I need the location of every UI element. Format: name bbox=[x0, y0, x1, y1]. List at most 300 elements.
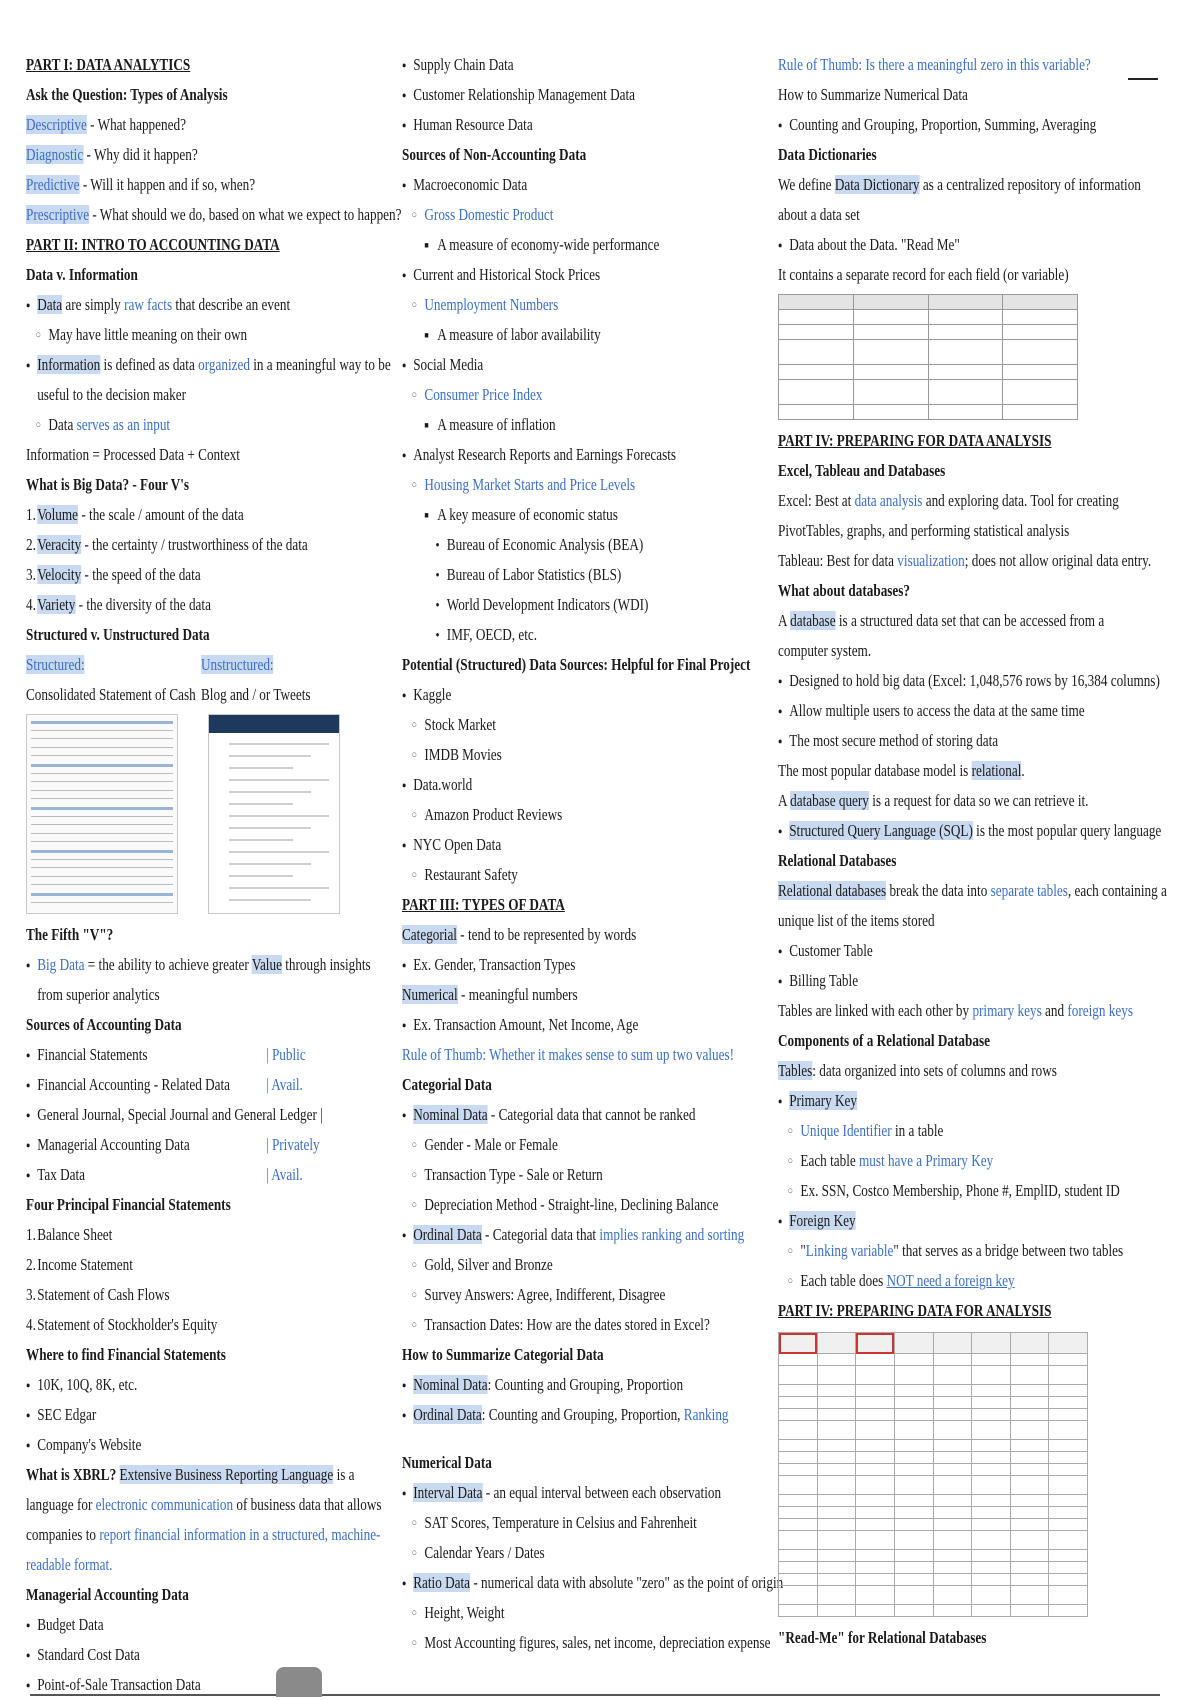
text-run: Excel: Best at bbox=[778, 491, 855, 510]
column-right bbox=[778, 50, 1167, 1653]
note-line bbox=[402, 1400, 773, 1430]
text-run: , each containing a bbox=[1067, 881, 1167, 900]
text-run: Bureau of Economic Analysis (BEA) bbox=[446, 535, 644, 554]
note-line bbox=[778, 546, 1152, 576]
text-run: Managerial Accounting Data bbox=[26, 1585, 189, 1604]
section-heading bbox=[778, 456, 1140, 486]
text-run: useful to the decision maker bbox=[37, 385, 187, 404]
text-run: Each table does bbox=[800, 1271, 887, 1290]
text-run: General Journal, Special Journal and General Ledger | bbox=[37, 1105, 323, 1124]
text-run: Consumer Price Index bbox=[424, 385, 543, 404]
list-number: 4. bbox=[26, 1315, 36, 1334]
text-run: Macroeconomic Data bbox=[413, 175, 528, 194]
text-run: A measure of inflation bbox=[437, 415, 556, 434]
list-number: 3. bbox=[26, 565, 36, 584]
text-run: A bbox=[778, 611, 791, 630]
note-line bbox=[402, 980, 762, 1010]
text-run: Statement of Stockholder's Equity bbox=[37, 1315, 218, 1334]
note-line bbox=[778, 966, 1151, 996]
text-run: is a structured data set that can be accessed from a bbox=[835, 611, 1105, 630]
note-line bbox=[26, 1640, 387, 1670]
note-line bbox=[778, 110, 1151, 140]
text-run: Data bbox=[48, 415, 77, 434]
text-run: Ratio Data bbox=[413, 1573, 471, 1592]
note-line bbox=[402, 1628, 784, 1658]
text-run: Most Accounting figures, sales, net income, depreciation expense bbox=[424, 1633, 771, 1652]
text-run: A key measure of economic status bbox=[437, 505, 618, 524]
text-run: relational bbox=[971, 761, 1022, 780]
text-run: is a request for data so we can retrieve it. bbox=[868, 791, 1089, 810]
note-line bbox=[402, 1100, 773, 1130]
section-heading bbox=[402, 1340, 762, 1370]
text-run: Sources of Accounting Data bbox=[26, 1015, 182, 1034]
section-heading bbox=[778, 1623, 1140, 1653]
text-run: electronic communication bbox=[95, 1495, 234, 1514]
text-run: must have a Primary Key bbox=[859, 1151, 994, 1170]
text-run: Potential (Structured) Data Sources: Helpful for Final Project bbox=[402, 655, 751, 674]
text-run: "Read-Me" for Relational Databases bbox=[778, 1628, 987, 1647]
text-run: about a data set bbox=[778, 205, 860, 224]
text-run: Survey Answers: Agree, Indifferent, Disagree bbox=[424, 1285, 666, 1304]
note-line bbox=[778, 1146, 1162, 1176]
note-line bbox=[778, 606, 1140, 636]
text-run: and exploring data. Tool for creating bbox=[922, 491, 1119, 510]
text-run: Income Statement bbox=[37, 1255, 133, 1274]
text-run: Consolidated Statement of Cash bbox=[26, 685, 196, 704]
text-run: - Categorial data that cannot be ranked bbox=[487, 1105, 696, 1124]
note-line bbox=[778, 936, 1151, 966]
note-line bbox=[402, 110, 773, 140]
text-run: Human Resource Data bbox=[413, 115, 533, 134]
data-dictionary-table-image bbox=[778, 294, 1078, 420]
text-run: unique list of the items stored bbox=[778, 911, 935, 930]
section-heading bbox=[778, 1296, 1140, 1326]
text-run: Supply Chain Data bbox=[413, 55, 514, 74]
text-run: Structured: bbox=[26, 655, 85, 674]
text-run: serves as an input bbox=[76, 415, 171, 434]
note-line bbox=[26, 290, 387, 320]
note-line bbox=[402, 380, 784, 410]
cash-flow-statement-image bbox=[26, 714, 178, 914]
text-run: data analysis bbox=[854, 491, 923, 510]
text-run: Ordinal Data bbox=[413, 1405, 482, 1424]
availability-tag: | Avail. bbox=[266, 1165, 303, 1184]
note-line bbox=[402, 260, 773, 290]
text-run: Diagnostic bbox=[26, 145, 84, 164]
note-line bbox=[402, 1568, 784, 1598]
section-heading bbox=[26, 1190, 376, 1220]
note-line bbox=[402, 230, 797, 260]
note-line bbox=[778, 516, 1140, 546]
text-run: Unemployment Numbers bbox=[424, 295, 559, 314]
text-run: Variety bbox=[37, 595, 76, 614]
text-run: - numerical data with absolute "zero" as the point of origin bbox=[470, 1573, 784, 1592]
note-line bbox=[778, 1086, 1151, 1116]
text-run: " that serves as a bridge between two tables bbox=[893, 1241, 1124, 1260]
text-run: Four Principal Financial Statements bbox=[26, 1195, 231, 1214]
text-run: Data v. Information bbox=[26, 265, 138, 284]
text-run: Prescriptive bbox=[26, 205, 90, 224]
list-number: 1. bbox=[26, 1225, 36, 1244]
text-run: database query bbox=[790, 791, 869, 810]
note-line bbox=[778, 260, 1140, 290]
section-heading bbox=[402, 890, 762, 920]
note-line bbox=[402, 1310, 784, 1340]
note-line bbox=[778, 50, 1140, 80]
text-run: in a meaningful way to be bbox=[249, 355, 391, 374]
note-line bbox=[402, 680, 773, 710]
column-cell bbox=[201, 650, 376, 680]
note-line bbox=[402, 830, 773, 860]
text-run: PART III: TYPES OF DATA bbox=[402, 895, 565, 914]
text-run: separate tables bbox=[990, 881, 1068, 900]
top-right-dash bbox=[1128, 78, 1158, 80]
text-run: - What should we do, based on what we expect to happen? bbox=[89, 205, 402, 224]
text-run: Big Data bbox=[37, 955, 85, 974]
note-line bbox=[778, 1176, 1162, 1206]
text-run: Extensive Business Reporting Language bbox=[119, 1465, 334, 1484]
note-line bbox=[26, 530, 387, 560]
text-run: How to Summarize Numerical Data bbox=[778, 85, 968, 104]
section-heading bbox=[778, 426, 1140, 456]
text-run: Components of a Relational Database bbox=[778, 1031, 990, 1050]
text-run: - the certainty / trustworthiness of the data bbox=[81, 535, 308, 554]
text-run: Data Dictionary bbox=[834, 175, 920, 194]
text-run: report financial information in a structured, machine- bbox=[99, 1525, 381, 1544]
text-run: Categorial bbox=[402, 925, 457, 944]
note-line bbox=[402, 950, 773, 980]
text-run: : data organized into sets of columns and rows bbox=[812, 1061, 1057, 1080]
text-run: Height, Weight bbox=[424, 1603, 505, 1622]
text-run: is the most popular query language bbox=[972, 821, 1162, 840]
text-run: Predictive bbox=[26, 175, 80, 194]
text-run: Analyst Research Reports and Earnings Forecasts bbox=[413, 445, 677, 464]
text-run: Rule of Thumb: Is there a meaningful zero in this variable? bbox=[778, 55, 1091, 74]
note-line bbox=[26, 1490, 382, 1520]
note-line bbox=[402, 1220, 773, 1250]
section-heading bbox=[778, 576, 1140, 606]
note-line bbox=[778, 1056, 1140, 1086]
text-run: Ex. SSN, Costco Membership, Phone #, EmplID, student ID bbox=[800, 1181, 1120, 1200]
text-run: Housing Market Starts and Price Levels bbox=[424, 475, 636, 494]
text-run: " bbox=[800, 1241, 806, 1260]
text-run: NYC Open Data bbox=[413, 835, 502, 854]
note-line bbox=[778, 1206, 1151, 1236]
note-line bbox=[402, 1040, 762, 1070]
note-line bbox=[778, 200, 1140, 230]
text-run: Blog and / or Tweets bbox=[201, 685, 311, 704]
text-run: of business data that allows bbox=[233, 1495, 382, 1514]
note-line bbox=[26, 440, 376, 470]
column-left bbox=[26, 50, 402, 1700]
note-line bbox=[26, 380, 387, 410]
note-line bbox=[26, 1520, 381, 1550]
text-run: A measure of labor availability bbox=[437, 325, 601, 344]
text-run: Unique Identifier bbox=[800, 1121, 892, 1140]
note-line bbox=[26, 1130, 387, 1160]
text-run: Value bbox=[251, 955, 282, 974]
text-run: is a bbox=[333, 1465, 355, 1484]
note-line bbox=[402, 1538, 784, 1568]
text-run: Data Dictionaries bbox=[778, 145, 877, 164]
text-run: Structured v. Unstructured Data bbox=[26, 625, 210, 644]
text-run: as a centralized repository of information bbox=[919, 175, 1141, 194]
note-line bbox=[778, 696, 1151, 726]
note-line bbox=[26, 1280, 387, 1310]
text-run: : Counting and Grouping, Proportion bbox=[487, 1375, 684, 1394]
section-heading bbox=[26, 260, 376, 290]
note-line bbox=[778, 876, 1167, 906]
text-run: Sources of Non-Accounting Data bbox=[402, 145, 587, 164]
text-run: - What happened? bbox=[86, 115, 186, 134]
note-line bbox=[402, 50, 773, 80]
relational-readme-table-image bbox=[778, 1332, 1088, 1617]
text-run: Excel, Tableau and Databases bbox=[778, 461, 946, 480]
text-run: foreign keys bbox=[1067, 1001, 1134, 1020]
text-run: Financial Accounting - Related Data bbox=[37, 1075, 231, 1094]
text-run: Amazon Product Reviews bbox=[424, 805, 563, 824]
note-line bbox=[402, 470, 784, 500]
text-run: Customer Table bbox=[789, 941, 873, 960]
column-cell bbox=[26, 650, 201, 680]
text-run: Relational databases bbox=[778, 881, 887, 900]
note-line bbox=[402, 1190, 784, 1220]
text-run: Information bbox=[37, 355, 101, 374]
text-run: Statement of Cash Flows bbox=[37, 1285, 170, 1304]
note-line bbox=[402, 500, 797, 530]
text-run: Categorial Data bbox=[402, 1075, 492, 1094]
note-line bbox=[26, 650, 376, 680]
note-line bbox=[778, 636, 1140, 666]
section-heading bbox=[402, 650, 762, 680]
text-run: ; does not allow original data entry. bbox=[964, 551, 1152, 570]
note-line bbox=[26, 980, 387, 1010]
list-number: 3. bbox=[26, 1285, 36, 1304]
text-run: What is Big Data? - Four V's bbox=[26, 475, 190, 494]
note-line bbox=[402, 440, 773, 470]
note-line bbox=[26, 1040, 387, 1070]
text-run: Relational Databases bbox=[778, 851, 897, 870]
text-run: break the data into bbox=[886, 881, 991, 900]
text-run: PART II: INTRO TO ACCOUNTING DATA bbox=[26, 235, 280, 254]
text-run: IMF, OECD, etc. bbox=[446, 625, 538, 644]
text-run: Linking variable bbox=[805, 1241, 894, 1260]
column-cell bbox=[26, 680, 201, 710]
text-run: is defined as data bbox=[100, 355, 199, 374]
text-run: Primary Key bbox=[789, 1091, 858, 1110]
text-run: It contains a separate record for each field (or variable) bbox=[778, 265, 1069, 284]
text-run: computer system. bbox=[778, 641, 872, 660]
note-line bbox=[26, 1370, 387, 1400]
section-heading bbox=[778, 140, 1140, 170]
text-run: Budget Data bbox=[37, 1615, 104, 1634]
text-run: Nominal Data bbox=[413, 1375, 488, 1394]
text-run: Balance Sheet bbox=[37, 1225, 113, 1244]
text-run: readable format. bbox=[26, 1555, 113, 1574]
note-line bbox=[402, 1250, 784, 1280]
note-line bbox=[402, 530, 807, 560]
note-line bbox=[26, 410, 398, 440]
text-run: Bureau of Labor Statistics (BLS) bbox=[446, 565, 622, 584]
note-line bbox=[778, 1116, 1162, 1146]
text-run: IMDB Movies bbox=[424, 745, 502, 764]
note-line bbox=[26, 1550, 376, 1580]
note-line bbox=[402, 1130, 784, 1160]
note-line bbox=[26, 1220, 387, 1250]
list-number: 2. bbox=[26, 535, 36, 554]
text-run: through insights bbox=[281, 955, 371, 974]
text-run: Velocity bbox=[37, 565, 82, 584]
note-line bbox=[402, 770, 773, 800]
text-run: Nominal Data bbox=[413, 1105, 488, 1124]
note-line bbox=[26, 170, 376, 200]
text-run: Transaction Dates: How are the dates stored in Excel? bbox=[424, 1315, 710, 1334]
text-run: Tables bbox=[778, 1061, 813, 1080]
text-run: that describe an event bbox=[172, 295, 291, 314]
section-heading bbox=[26, 1340, 376, 1370]
text-run: What is XBRL? bbox=[26, 1465, 120, 1484]
note-line bbox=[402, 350, 773, 380]
note-line bbox=[402, 1370, 773, 1400]
list-number: 4. bbox=[26, 595, 36, 614]
note-line bbox=[778, 230, 1151, 260]
note-line bbox=[402, 290, 784, 320]
text-run: language for bbox=[26, 1495, 96, 1514]
note-line bbox=[26, 1250, 387, 1280]
text-run: Unstructured: bbox=[201, 655, 274, 674]
text-run: Customer Relationship Management Data bbox=[413, 85, 635, 104]
note-line bbox=[26, 590, 387, 620]
section-heading bbox=[26, 470, 376, 500]
text-run: PivotTables, graphs, and performing statistical analysis bbox=[778, 521, 1070, 540]
section-heading bbox=[26, 230, 376, 260]
note-line bbox=[402, 860, 784, 890]
note-line bbox=[26, 1100, 387, 1130]
text-run: Volume bbox=[37, 505, 79, 524]
text-run: We define bbox=[778, 175, 835, 194]
text-run: World Development Indicators (WDI) bbox=[446, 595, 649, 614]
text-run: : Counting and Grouping, Proportion, bbox=[481, 1405, 684, 1424]
note-line bbox=[402, 200, 784, 230]
section-heading bbox=[402, 140, 762, 170]
text-run: visualization bbox=[897, 551, 965, 570]
note-line bbox=[778, 816, 1162, 846]
text-run: - the diversity of the data bbox=[75, 595, 211, 614]
bottom-rule bbox=[30, 1694, 1160, 1696]
text-run: SEC Edgar bbox=[37, 1405, 97, 1424]
text-run: A bbox=[778, 791, 791, 810]
text-run: raw facts bbox=[124, 295, 173, 314]
text-run: Veracity bbox=[37, 535, 82, 554]
text-run: Interval Data bbox=[413, 1483, 483, 1502]
list-number: 1. bbox=[26, 505, 36, 524]
spacer bbox=[402, 1430, 762, 1448]
page-scroll-handle[interactable] bbox=[276, 1667, 322, 1697]
text-run: Information = Processed Data + Context bbox=[26, 445, 240, 464]
text-run: NOT need a foreign key bbox=[886, 1271, 1015, 1290]
text-run: The most popular database model is bbox=[778, 761, 972, 780]
text-run: - an equal interval between each observation bbox=[482, 1483, 722, 1502]
text-run: PART IV: PREPARING DATA FOR ANALYSIS bbox=[778, 1301, 1052, 1320]
note-line bbox=[778, 996, 1140, 1026]
text-run: are simply bbox=[62, 295, 125, 314]
note-line bbox=[402, 1508, 784, 1538]
text-run: Financial Statements bbox=[37, 1045, 148, 1064]
section-heading bbox=[402, 1070, 762, 1100]
text-run: Restaurant Safety bbox=[424, 865, 518, 884]
text-run: Current and Historical Stock Prices bbox=[413, 265, 601, 284]
text-run: SAT Scores, Temperature in Celsius and Fahrenheit bbox=[424, 1513, 697, 1532]
note-line bbox=[26, 560, 387, 590]
text-run: Gross Domestic Product bbox=[424, 205, 554, 224]
text-run: database bbox=[790, 611, 836, 630]
note-line bbox=[26, 1430, 387, 1460]
note-line bbox=[402, 710, 784, 740]
text-run: primary keys bbox=[972, 1001, 1042, 1020]
text-run: Tableau: Best for data bbox=[778, 551, 898, 570]
text-run: companies to bbox=[26, 1525, 100, 1544]
note-line bbox=[26, 1610, 387, 1640]
text-run: Foreign Key bbox=[789, 1211, 856, 1230]
text-run: A measure of economy-wide performance bbox=[437, 235, 660, 254]
text-run: What about databases? bbox=[778, 581, 911, 600]
list-number: 2. bbox=[26, 1255, 36, 1274]
text-run: from superior analytics bbox=[37, 985, 160, 1004]
availability-tag: | Public bbox=[266, 1045, 306, 1064]
text-run: Ex. Gender, Transaction Types bbox=[413, 955, 576, 974]
note-line bbox=[402, 170, 773, 200]
section-heading bbox=[26, 1010, 376, 1040]
note-line bbox=[778, 786, 1140, 816]
note-line bbox=[402, 560, 807, 590]
text-run: How to Summarize Categorial Data bbox=[402, 1345, 604, 1364]
text-run: and bbox=[1041, 1001, 1068, 1020]
text-run: PART I: DATA ANALYTICS bbox=[26, 55, 191, 74]
text-run: Numerical Data bbox=[402, 1453, 492, 1472]
text-run: Gold, Silver and Bronze bbox=[424, 1255, 553, 1274]
tweets-image bbox=[208, 714, 340, 914]
text-run: - the scale / amount of the data bbox=[78, 505, 244, 524]
note-line bbox=[26, 110, 376, 140]
text-run: PART IV: PREPARING FOR DATA ANALYSIS bbox=[778, 431, 1052, 450]
text-run: Depreciation Method - Straight-line, Declining Balance bbox=[424, 1195, 719, 1214]
note-line bbox=[778, 80, 1140, 110]
text-run: Rule of Thumb: Whether it makes sense to sum up two values! bbox=[402, 1045, 735, 1064]
text-run: Descriptive bbox=[26, 115, 87, 134]
text-run: The Fifth "V"? bbox=[26, 925, 114, 944]
section-heading bbox=[26, 1580, 376, 1610]
text-run: Point-of-Sale Transaction Data bbox=[37, 1675, 201, 1694]
note-line bbox=[402, 800, 784, 830]
note-line bbox=[26, 350, 391, 380]
section-heading bbox=[778, 846, 1140, 876]
text-run: Social Media bbox=[413, 355, 484, 374]
text-run: in a table bbox=[891, 1121, 944, 1140]
note-line bbox=[778, 906, 1140, 936]
text-run: organized bbox=[198, 355, 250, 374]
text-run: 10K, 10Q, 8K, etc. bbox=[37, 1375, 138, 1394]
text-run: Structured Query Language (SQL) bbox=[789, 821, 973, 840]
note-line bbox=[402, 1598, 784, 1628]
text-run: - meaningful numbers bbox=[457, 985, 578, 1004]
note-line bbox=[402, 1160, 784, 1190]
text-run: Billing Table bbox=[789, 971, 859, 990]
text-run: . bbox=[1021, 761, 1025, 780]
note-line bbox=[778, 1236, 1162, 1266]
note-line bbox=[402, 740, 784, 770]
note-line bbox=[26, 320, 398, 350]
text-run: Calendar Years / Dates bbox=[424, 1543, 545, 1562]
